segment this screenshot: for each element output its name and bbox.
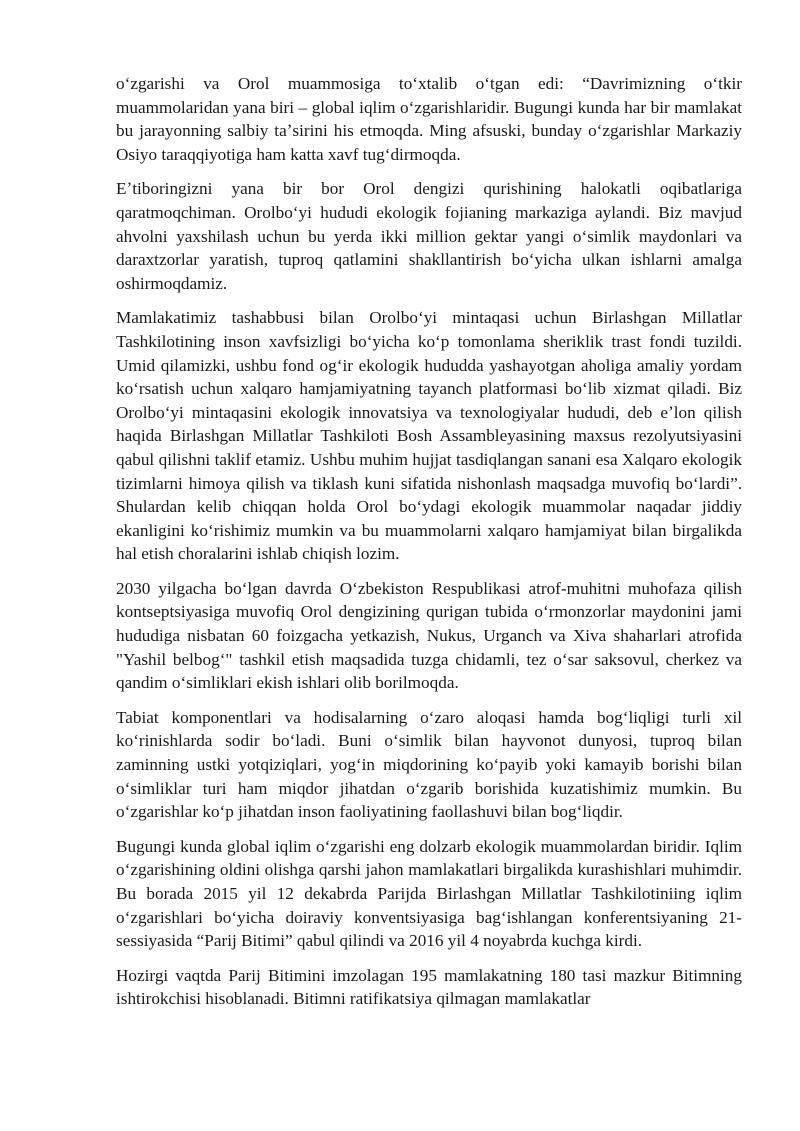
paragraph-2: Eʼtiboringizni yana bir bor Orol dengizi qurishining halokatli oqibatlariga qaratmoqchiman. Orolboʻyi hududi ekologik fojianing markaziga aylandi. Biz mavjud ahvolni yaxshilash uchun bu yerda ikki million gektar yangi oʻsimlik maydonlari va daraxtzorlar yaratish, tuproq qatlamini shakllantirish boʻyicha ulkan ishlarni amalga oshirmoqdamiz. <box>116 179 742 293</box>
paragraph-1: oʻzgarishi va Orol muammosiga toʻxtalib oʻtgan edi: “Davrimizning oʻtkir muammolaridan yana biri – global iqlim oʻzgarishlaridir. Bugungi kunda har bir mamlakat bu jarayonning salbiy taʼsirini his etmoqda. Ming afsuski, bunday oʻzgarishlar Markaziy Osiyo taraqqiyotiga ham katta xavf tugʻdirmoqda. <box>116 74 742 164</box>
paragraph-6: Bugungi kunda global iqlim oʻzgarishi eng dolzarb ekologik muammolardan biridir. Iqlim oʻzgarishining oldini olishga qarshi jahon mamlakatlari birgalikda kurashishlari muhimdir. Bu borada 2015 yil 12 dekabrda Parijda Birlashgan Millatlar Tashkilotiniing iqlim oʻzgarishlari boʻyicha doiraviy konventsiyasiga bagʻishlangan konferentsiyaning 21-sessiyasida “Parij Bitimi” qabul qilindi va 2016 yil 4 noyabrda kuchga kirdi. <box>116 836 742 951</box>
paragraph-5: Tabiat komponentlari va hodisalarning oʻzaro aloqasi hamda bogʻliqligi turli xil koʻrinishlarda sodir boʻladi. Buni oʻsimlik bilan hayvonot dunyosi, tuproq bilan zaminning ustki yotqiziqlari, yogʻin miqdorining koʻpayib yoki kamayib borishi bilan oʻsimliklar turi ham miqdor jihatdan oʻzgarib borishida kuzatishimiz mumkin. Bu oʻzgarishlar koʻp jihatdan inson faoliyatining faollashuvi bilan bogʻliqdir. <box>116 707 742 822</box>
document-page <box>116 72 742 1022</box>
paragraph-3: Mamlakatimiz tashabbusi bilan Orolboʻyi mintaqasi uchun Birlashgan Millatlar Tashkilotining inson xavfsizligi boʻyicha koʻp tomonlama sheriklik trast fondi tuzildi. Umid qilamizki, ushbu fond ogʻir ekologik hududda yashayotgan aholiga amaliy yordam koʻrsatish uchun xalqaro hamjamiyatning tayanch platformasi boʻlib xizmat qiladi. Biz Orolboʻyi mintaqasini ekologik innovatsiya va texnologiyalar hududi, deb eʼlon qilish haqida Birlashgan Millatlar Tashkiloti Bosh Assambleyasining maxsus rezolyutsiyasini qabul qilishni taklif etamiz. Ushbu muhim hujjat tasdiqlangan sanani esa Xalqaro ekologik tizimlarni himoya qilish va tiklash kuni sifatida nishonlash maqsadga muvofiq boʻlardi”. Shulardan kelib chiqqan holda Orol boʻydagi ekologik muammolar naqadar jiddiy ekanligini koʻrishimiz mumkin va bu muammolarni xalqaro hamjamiyat bilan birgalikda hal etish choralarini ishlab chiqish lozim. <box>116 308 742 564</box>
paragraph-7: Hozirgi vaqtda Parij Bitimini imzolagan 195 mamlakatning 180 tasi mazkur Bitimning ishtirokchisi hisoblanadi. Bitimni ratifikatsiya qilmagan mamlakatlar <box>116 965 742 1009</box>
paragraph-4: 2030 yilgacha boʻlgan davrda Oʻzbekiston Respublikasi atrof-muhitni muhofaza qilish kontseptsiyasiga muvofiq Orol dengizining qurigan tubida oʻrmonzorlar maydonini jami hududiga nisbatan 60 foizgacha yetkazish, Nukus, Urganch va Xiva shaharlari atrofida "Yashil belbogʻ" tashkil etish maqsadida tuzga chidamli, tez oʻsar saksovul, cherkez va qandim oʻsimliklari ekish ishlari olib borilmoqda. <box>116 578 742 693</box>
